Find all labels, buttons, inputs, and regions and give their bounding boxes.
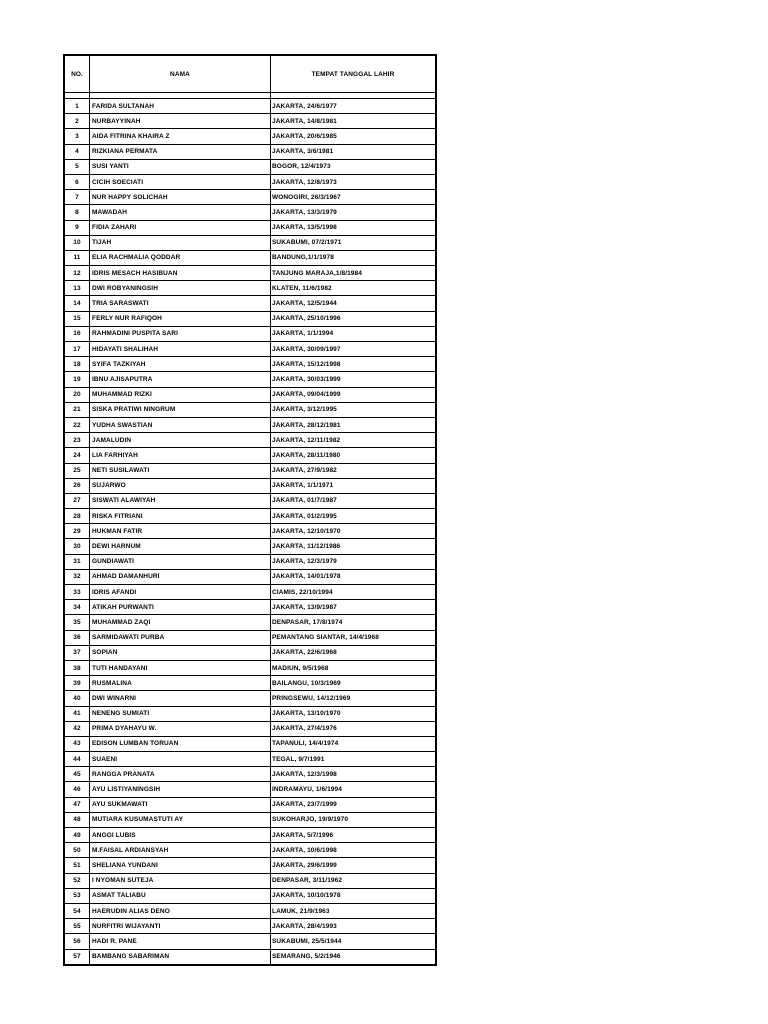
- cell-no: 6: [65, 174, 90, 189]
- cell-no: 36: [65, 630, 90, 645]
- table-row: [65, 357, 436, 372]
- table-row: [65, 159, 436, 174]
- cell-no: 38: [65, 660, 90, 675]
- cell-no: 12: [65, 266, 90, 281]
- table-row: [65, 114, 436, 129]
- cell-no: 34: [65, 600, 90, 615]
- cell-no: 28: [65, 509, 90, 524]
- cell-tempat-tanggal-lahir: JAKARTA, 28/4/1993: [271, 919, 436, 934]
- table-row: [65, 99, 436, 114]
- cell-tempat-tanggal-lahir: BANDUNG,1/1/1978: [271, 250, 436, 265]
- cell-no: 18: [65, 357, 90, 372]
- table-body: [65, 93, 436, 965]
- cell-tempat-tanggal-lahir: JAKARTA, 10/10/1978: [271, 888, 436, 903]
- table-row: [65, 296, 436, 311]
- table-row: [65, 387, 436, 402]
- cell-no: 41: [65, 706, 90, 721]
- table-row: [65, 934, 436, 949]
- cell-nama: ELIA RACHMALIA QODDAR: [90, 250, 271, 265]
- cell-no: 14: [65, 296, 90, 311]
- cell-nama: M.FAISAL ARDIANSYAH: [90, 843, 271, 858]
- table-row: [65, 539, 436, 554]
- table-row: [65, 767, 436, 782]
- cell-nama: ANGGI LUBIS: [90, 828, 271, 843]
- cell-tempat-tanggal-lahir: JAKARTA, 25/10/1996: [271, 311, 436, 326]
- cell-nama: FIDIA ZAHARI: [90, 220, 271, 235]
- cell-no: 56: [65, 934, 90, 949]
- table-row: [65, 250, 436, 265]
- cell-tempat-tanggal-lahir: JAKARTA, 13/3/1979: [271, 205, 436, 220]
- cell-nama: HAERUDIN ALIAS DENO: [90, 903, 271, 918]
- cell-nama: RANGGA PRANATA: [90, 767, 271, 782]
- table-row: [65, 266, 436, 281]
- table-row: [65, 630, 436, 645]
- table-row: [65, 281, 436, 296]
- cell-tempat-tanggal-lahir: JAKARTA, 01/2/1995: [271, 509, 436, 524]
- cell-tempat-tanggal-lahir: TANJUNG MARAJA,1/8/1984: [271, 266, 436, 281]
- cell-tempat-tanggal-lahir: JAKARTA, 22/6/1968: [271, 645, 436, 660]
- cell-nama: TRIA SARASWATI: [90, 296, 271, 311]
- cell-nama: YUDHA SWASTIAN: [90, 417, 271, 432]
- cell-nama: NURBAYYINAH: [90, 114, 271, 129]
- cell-nama: NENENG SUMIATI: [90, 706, 271, 721]
- table-row: [65, 478, 436, 493]
- cell-nama: EDISON LUMBAN TORUAN: [90, 736, 271, 751]
- cell-tempat-tanggal-lahir: INDRAMAYU, 1/6/1994: [271, 782, 436, 797]
- table-row: [65, 569, 436, 584]
- cell-tempat-tanggal-lahir: JAKARTA, 30/09/1997: [271, 342, 436, 357]
- cell-nama: HUKMAN FATIR: [90, 524, 271, 539]
- table-row: [65, 721, 436, 736]
- cell-nama: SYIFA TAZKIYAH: [90, 357, 271, 372]
- table-row: [65, 220, 436, 235]
- cell-nama: MUTIARA KUSUMASTUTI AY: [90, 812, 271, 827]
- table-row: [65, 174, 436, 189]
- cell-tempat-tanggal-lahir: JAKARTA, 10/6/1998: [271, 843, 436, 858]
- cell-no: 52: [65, 873, 90, 888]
- cell-no: 37: [65, 645, 90, 660]
- table-row: [65, 342, 436, 357]
- table-row: [65, 949, 436, 964]
- table-row: [65, 843, 436, 858]
- cell-tempat-tanggal-lahir: JAKARTA, 1/1/1971: [271, 478, 436, 493]
- cell-no: 5: [65, 159, 90, 174]
- cell-nama: NURFITRI WIJAYANTI: [90, 919, 271, 934]
- header-tempat-tanggal-lahir: TEMPAT TANGGAL LAHIR: [271, 56, 436, 93]
- cell-nama: SOPIAN: [90, 645, 271, 660]
- cell-tempat-tanggal-lahir: JAKARTA, 29/6/1999: [271, 858, 436, 873]
- cell-no: 26: [65, 478, 90, 493]
- cell-tempat-tanggal-lahir: JAKARTA, 14/01/1978: [271, 569, 436, 584]
- cell-nama: BAMBANG SABARIMAN: [90, 949, 271, 964]
- cell-tempat-tanggal-lahir: JAKARTA, 27/9/1982: [271, 463, 436, 478]
- cell-nama: HIDAYATI SHALIHAH: [90, 342, 271, 357]
- cell-nama: I NYOMAN SUTEJA: [90, 873, 271, 888]
- cell-tempat-tanggal-lahir: DENPASAR, 17/8/1974: [271, 615, 436, 630]
- cell-tempat-tanggal-lahir: JAKARTA, 28/12/1981: [271, 417, 436, 432]
- table-row: [65, 660, 436, 675]
- cell-nama: GUNDIAWATI: [90, 554, 271, 569]
- cell-no: 24: [65, 448, 90, 463]
- cell-no: 7: [65, 190, 90, 205]
- cell-tempat-tanggal-lahir: JAKARTA, 30/03/1999: [271, 372, 436, 387]
- cell-tempat-tanggal-lahir: JAKARTA, 20/6/1985: [271, 129, 436, 144]
- cell-no: 30: [65, 539, 90, 554]
- cell-tempat-tanggal-lahir: SUKOHARJO, 19/9/1970: [271, 812, 436, 827]
- cell-no: 17: [65, 342, 90, 357]
- cell-nama: PRIMA DYAHAYU W.: [90, 721, 271, 736]
- cell-tempat-tanggal-lahir: BOGOR, 12/4/1973: [271, 159, 436, 174]
- cell-nama: AHMAD DAMANHURI: [90, 569, 271, 584]
- cell-tempat-tanggal-lahir: CIAMIS, 22/10/1994: [271, 585, 436, 600]
- cell-tempat-tanggal-lahir: JAKARTA, 01/7/1987: [271, 493, 436, 508]
- table-row: [65, 235, 436, 250]
- cell-tempat-tanggal-lahir: JAKARTA, 12/5/1944: [271, 296, 436, 311]
- table-row: [65, 797, 436, 812]
- cell-nama: CICIH SOECIATI: [90, 174, 271, 189]
- cell-no: 47: [65, 797, 90, 812]
- table-row: [65, 736, 436, 751]
- cell-nama: DWI ROBYANINGSIH: [90, 281, 271, 296]
- cell-no: 33: [65, 585, 90, 600]
- table-row: [65, 144, 436, 159]
- cell-tempat-tanggal-lahir: JAKARTA, 15/12/1998: [271, 357, 436, 372]
- cell-nama: SUJARWO: [90, 478, 271, 493]
- table-row: [65, 372, 436, 387]
- cell-nama: MUHAMMAD ZAQI: [90, 615, 271, 630]
- cell-tempat-tanggal-lahir: SUKABUMI, 25/5/1944: [271, 934, 436, 949]
- cell-no: 32: [65, 569, 90, 584]
- table-row: [65, 676, 436, 691]
- cell-no: 31: [65, 554, 90, 569]
- table-row: [65, 190, 436, 205]
- table-row: [65, 812, 436, 827]
- table-row: [65, 858, 436, 873]
- table-row: [65, 524, 436, 539]
- header-no: NO.: [65, 56, 90, 93]
- table-row: [65, 463, 436, 478]
- cell-tempat-tanggal-lahir: PRINGSEWU, 14/12/1969: [271, 691, 436, 706]
- cell-nama: MAWADAH: [90, 205, 271, 220]
- cell-nama: IDRIS MESACH HASIBUAN: [90, 266, 271, 281]
- cell-tempat-tanggal-lahir: JAKARTA, 12/3/1998: [271, 767, 436, 782]
- cell-nama: SISKA PRATIWI NINGRUM: [90, 402, 271, 417]
- cell-nama: RUSMALINA: [90, 676, 271, 691]
- cell-tempat-tanggal-lahir: JAKARTA, 12/8/1973: [271, 174, 436, 189]
- table-row: [65, 554, 436, 569]
- cell-nama: SISWATI ALAWIYAH: [90, 493, 271, 508]
- cell-tempat-tanggal-lahir: JAKARTA, 27/4/1976: [271, 721, 436, 736]
- cell-tempat-tanggal-lahir: JAKARTA, 12/3/1979: [271, 554, 436, 569]
- cell-nama: AYU SUKMAWATI: [90, 797, 271, 812]
- cell-no: 21: [65, 402, 90, 417]
- cell-tempat-tanggal-lahir: JAKARTA, 5/7/1996: [271, 828, 436, 843]
- cell-no: 13: [65, 281, 90, 296]
- cell-nama: JAMALUDIN: [90, 433, 271, 448]
- table-row: [65, 448, 436, 463]
- table-row: [65, 888, 436, 903]
- table-row: [65, 752, 436, 767]
- cell-nama: NUR HAPPY SOLICHAH: [90, 190, 271, 205]
- cell-nama: IDRIS AFANDI: [90, 585, 271, 600]
- table-row: [65, 828, 436, 843]
- cell-no: 29: [65, 524, 90, 539]
- cell-no: 54: [65, 903, 90, 918]
- cell-no: 10: [65, 235, 90, 250]
- cell-no: 9: [65, 220, 90, 235]
- header-row: [65, 56, 436, 93]
- cell-nama: SHELIANA YUNDANI: [90, 858, 271, 873]
- cell-nama: SUSI YANTI: [90, 159, 271, 174]
- cell-no: 23: [65, 433, 90, 448]
- cell-tempat-tanggal-lahir: TAPANULI, 14/4/1974: [271, 736, 436, 751]
- cell-tempat-tanggal-lahir: JAKARTA, 11/12/1986: [271, 539, 436, 554]
- cell-nama: LIA FARHIYAH: [90, 448, 271, 463]
- cell-no: 35: [65, 615, 90, 630]
- table-row: [65, 873, 436, 888]
- cell-no: 22: [65, 417, 90, 432]
- cell-nama: RIZKIANA PERMATA: [90, 144, 271, 159]
- table-row: [65, 311, 436, 326]
- table-row: [65, 326, 436, 341]
- cell-no: 3: [65, 129, 90, 144]
- data-table: [64, 55, 436, 965]
- cell-nama: MUHAMMAD RIZKI: [90, 387, 271, 402]
- cell-no: 40: [65, 691, 90, 706]
- cell-tempat-tanggal-lahir: BAILANGU, 10/3/1969: [271, 676, 436, 691]
- cell-tempat-tanggal-lahir: JAKARTA, 12/11/1982: [271, 433, 436, 448]
- cell-no: 57: [65, 949, 90, 964]
- cell-no: 43: [65, 736, 90, 751]
- cell-tempat-tanggal-lahir: JAKARTA, 28/11/1980: [271, 448, 436, 463]
- cell-nama: RAHMADINI PUSPITA SARI: [90, 326, 271, 341]
- cell-tempat-tanggal-lahir: JAKARTA, 13/10/1970: [271, 706, 436, 721]
- cell-tempat-tanggal-lahir: DENPASAR, 3/11/1962: [271, 873, 436, 888]
- cell-nama: ATIKAH PURWANTI: [90, 600, 271, 615]
- table-header: [65, 56, 436, 93]
- cell-nama: DEWI HARNUM: [90, 539, 271, 554]
- cell-nama: ASMAT TALIABU: [90, 888, 271, 903]
- cell-nama: NETI SUSILAWATI: [90, 463, 271, 478]
- table-row: [65, 691, 436, 706]
- cell-tempat-tanggal-lahir: JAKARTA, 23/7/1999: [271, 797, 436, 812]
- cell-no: 53: [65, 888, 90, 903]
- cell-no: 19: [65, 372, 90, 387]
- cell-tempat-tanggal-lahir: JAKARTA, 3/6/1981: [271, 144, 436, 159]
- cell-nama: TUTI HANDAYANI: [90, 660, 271, 675]
- cell-tempat-tanggal-lahir: JAKARTA, 12/10/1970: [271, 524, 436, 539]
- cell-nama: FERLY NUR RAFIQOH: [90, 311, 271, 326]
- cell-tempat-tanggal-lahir: TEGAL, 9/7/1991: [271, 752, 436, 767]
- table-row: [65, 903, 436, 918]
- cell-no: 11: [65, 250, 90, 265]
- cell-nama: DWI WINARNI: [90, 691, 271, 706]
- cell-nama: AYU LISTIYANINGSIH: [90, 782, 271, 797]
- cell-tempat-tanggal-lahir: PEMANTANG SIANTAR, 14/4/1968: [271, 630, 436, 645]
- cell-no: 45: [65, 767, 90, 782]
- table-row: [65, 615, 436, 630]
- cell-nama: AIDA FITRINA KHAIRA Z: [90, 129, 271, 144]
- table-row: [65, 919, 436, 934]
- cell-no: 25: [65, 463, 90, 478]
- cell-tempat-tanggal-lahir: JAKARTA, 3/12/1995: [271, 402, 436, 417]
- cell-nama: HADI R. PANE: [90, 934, 271, 949]
- cell-nama: TIJAH: [90, 235, 271, 250]
- cell-no: 4: [65, 144, 90, 159]
- cell-tempat-tanggal-lahir: SUKABUMI, 07/2/1971: [271, 235, 436, 250]
- cell-no: 42: [65, 721, 90, 736]
- cell-nama: FARIDA SULTANAH: [90, 99, 271, 114]
- cell-no: 1: [65, 99, 90, 114]
- cell-no: 8: [65, 205, 90, 220]
- cell-tempat-tanggal-lahir: SEMARANG, 5/2/1946: [271, 949, 436, 964]
- cell-tempat-tanggal-lahir: MADIUN, 9/5/1968: [271, 660, 436, 675]
- cell-tempat-tanggal-lahir: JAKARTA, 09/04/1999: [271, 387, 436, 402]
- table-row: [65, 433, 436, 448]
- cell-no: 49: [65, 828, 90, 843]
- cell-no: 15: [65, 311, 90, 326]
- cell-no: 51: [65, 858, 90, 873]
- cell-no: 50: [65, 843, 90, 858]
- cell-no: 2: [65, 114, 90, 129]
- cell-tempat-tanggal-lahir: JAKARTA, 13/9/1987: [271, 600, 436, 615]
- table-row: [65, 417, 436, 432]
- table-row: [65, 600, 436, 615]
- cell-tempat-tanggal-lahir: LAMUK, 21/9/1963: [271, 903, 436, 918]
- cell-no: 46: [65, 782, 90, 797]
- cell-nama: RISKA FITRIANI: [90, 509, 271, 524]
- cell-no: 55: [65, 919, 90, 934]
- cell-tempat-tanggal-lahir: JAKARTA, 14/8/1981: [271, 114, 436, 129]
- table-row: [65, 402, 436, 417]
- cell-no: 27: [65, 493, 90, 508]
- cell-tempat-tanggal-lahir: JAKARTA, 24/6/1977: [271, 99, 436, 114]
- header-nama: NAMA: [90, 56, 271, 93]
- table-row: [65, 205, 436, 220]
- cell-nama: SUAENI: [90, 752, 271, 767]
- cell-tempat-tanggal-lahir: KLATEN, 11/6/1982: [271, 281, 436, 296]
- cell-no: 20: [65, 387, 90, 402]
- data-table-container: [63, 54, 437, 966]
- cell-nama: IBNU AJISAPUTRA: [90, 372, 271, 387]
- table-row: [65, 493, 436, 508]
- cell-no: 48: [65, 812, 90, 827]
- table-row: [65, 782, 436, 797]
- cell-tempat-tanggal-lahir: WONOGIRI, 26/3/1967: [271, 190, 436, 205]
- table-row: [65, 645, 436, 660]
- table-row: [65, 706, 436, 721]
- cell-nama: SARMIDAWATI PURBA: [90, 630, 271, 645]
- cell-no: 16: [65, 326, 90, 341]
- cell-tempat-tanggal-lahir: JAKARTA, 1/1/1994: [271, 326, 436, 341]
- table-row: [65, 509, 436, 524]
- table-row: [65, 585, 436, 600]
- cell-tempat-tanggal-lahir: JAKARTA, 13/5/1998: [271, 220, 436, 235]
- cell-no: 39: [65, 676, 90, 691]
- cell-no: 44: [65, 752, 90, 767]
- table-row: [65, 129, 436, 144]
